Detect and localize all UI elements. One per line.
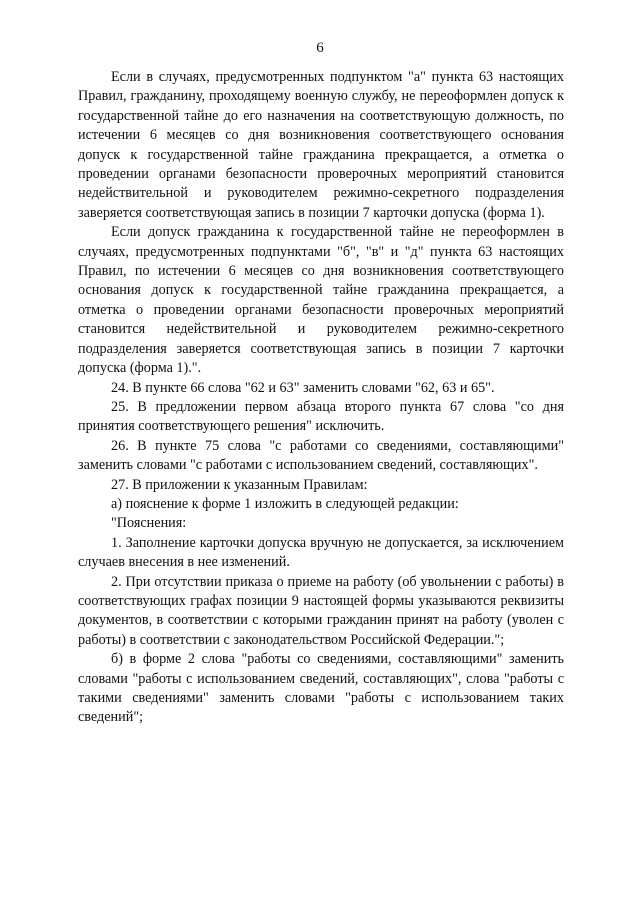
paragraph: Если в случаях, предусмотренных подпунктом "а" пункта 63 настоящих Правил, гражданину, проходящему военную службу, не переоформлен допуск к государственной тайне до его назначения на соответствующую должность, по истечении 6 месяцев со дня возникновения соответствующего основания допуск к государственной тайне гражданина прекращается, а отметка о проведении органами безопасности проверочных мероприятий становится недействительной и руководителем режимно-секретного подразделения заверяется соответствующая запись в позиции 7 карточки допуска (форма 1).	[78, 69, 564, 221]
page-number: 6	[316, 40, 324, 56]
paragraph: 24. В пункте 66 слова "62 и 63" заменить словами "62, 63 и 65".	[111, 379, 495, 396]
paragraph: Если допуск гражданина к государственной тайне не переоформлен в случаях, предусмотренных подпунктами "б", "в" и "д" пункта 63 настоящих Правил, по истечении 6 месяцев со дня возникновения соответствующего основания допуск к государственной тайне гражданина прекращается, а отметка о проведении органами безопасности проверочных мероприятий становится недействительной и руководителем режимно-секретного подразделения заверяется соответствующая запись в позиции 7 карточки допуска (форма 1).".	[78, 224, 564, 377]
paragraph: 26. В пункте 75 слова "с работами со сведениями, составляющими" заменить словами "с работами с использованием сведений, составляющих".	[78, 437, 564, 474]
paragraph: 1. Заполнение карточки допуска вручную не допускается, за исключением случаев внесения в нее изменений.	[78, 534, 564, 571]
paragraph: 2. При отсутствии приказа о приеме на работу (об увольнении с работы) в соответствующих графах позиции 9 настоящей формы указываются реквизиты документов, в соответствии с которыми гражданин принят на работу (уволен с работы) в соответствии с законодательством Российской Федерации.";	[78, 573, 564, 648]
paragraph: 25. В предложении первом абзаца второго пункта 67 слова "со дня принятия соответствующего решения" исключить.	[78, 398, 564, 435]
document-body	[78, 68, 564, 728]
paragraph: б) в форме 2 слова "работы со сведениями, составляющими" заменить словами "работы с использованием сведений, составляющих", слова "работы с такими сведениями" заменить словами "работы с использованием таких сведений";	[78, 651, 564, 726]
paragraph: "Пояснения:	[111, 515, 187, 532]
paragraph: а) пояснение к форме 1 изложить в следующей редакции:	[111, 495, 459, 512]
paragraph: 27. В приложении к указанным Правилам:	[111, 476, 368, 493]
